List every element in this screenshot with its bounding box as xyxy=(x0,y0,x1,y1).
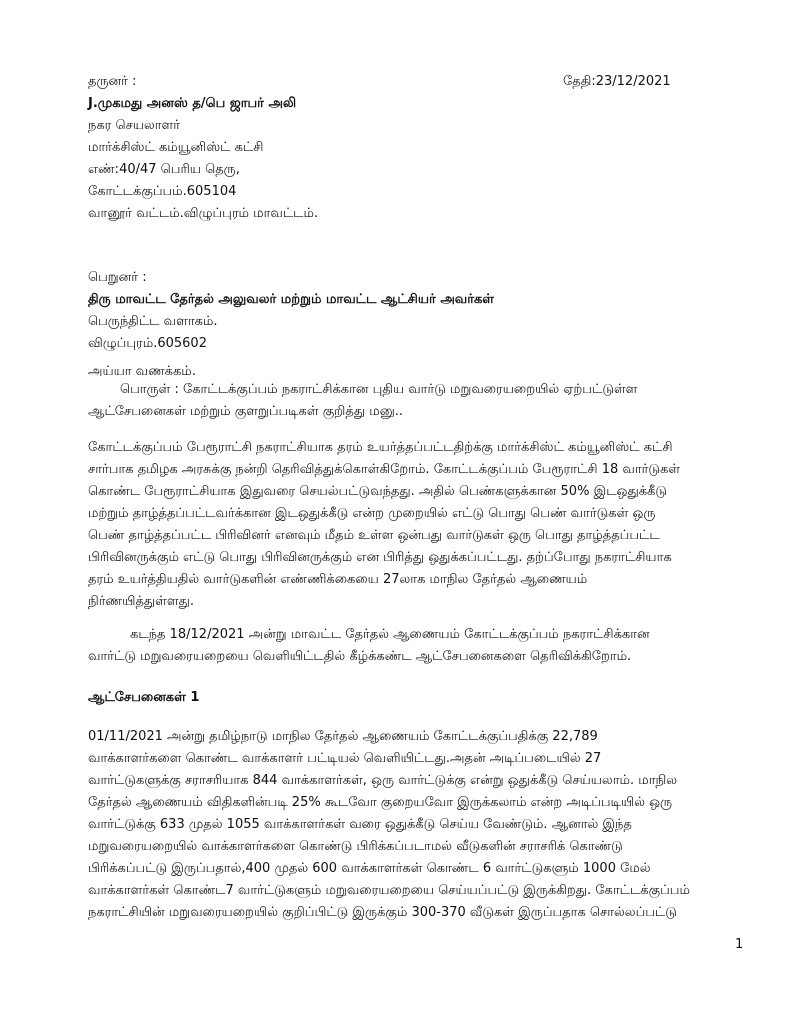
recipient-block xyxy=(88,268,708,356)
sender-block xyxy=(88,72,568,226)
sender-line: நகர செயலாளர் xyxy=(88,118,181,133)
paragraph-line: வாக்காளர்கள் கொண்ட7 வார்ட்டுகளும் மறுவரையறையை செய்யப்பட்டு இருக்கிறது. கோட்டக்குப்பம் xyxy=(88,883,690,898)
sender-name: J.முகமது அனஸ் த/பெ ஜாபர் அலி xyxy=(88,96,297,111)
subject-block xyxy=(88,380,718,424)
paragraph-line: 01/11/2021 அன்று தமிழ்நாடு மாநில தேர்தல் ஆணையம் கோட்டக்குப்பதிக்கு 22,789 xyxy=(88,729,598,744)
paragraph-line: மற்றும் தாழ்த்தப்பட்டவர்க்கான இடஒதுக்கீடு என்ற முறையில் எட்டு பொது பெண் வார்டுகள் ஒரு xyxy=(88,506,656,521)
paragraph-line: வார்ட்டுகளுக்கு சராசரியாக 844 வாக்காளர்கள், ஒரு வார்ட்டுக்கு என்று ஒதுக்கீடு செய்யலாம். மாநில xyxy=(88,773,678,788)
paragraph-line: வாக்காளர்களை கொண்ட வாக்காளர் பட்டியல் வெளியிட்டது.அதன் அடிப்படையில் 27 xyxy=(88,751,602,766)
sender-line: மார்க்சிஸ்ட் கம்யூனிஸ்ட் கட்சி xyxy=(88,140,264,155)
paragraph-line: வார்ட்டுக்கு 633 முதல் 1055 வாக்காளர்கள் வரை ஒதுக்கீடு செய்ய வேண்டும். ஆனால் இந்த xyxy=(88,817,632,832)
sender-label: தருனர் : xyxy=(88,74,137,89)
paragraph-line: வார்ட்டு மறுவரையறையை வெளியிட்டதில் கீழ்க்கண்ட ஆட்சேபனைகளை தெரிவிக்கிறோம். xyxy=(88,649,632,664)
subject-line: பொருள் : கோட்டக்குப்பம் நகராட்சிக்கான புதிய வார்டு மறுவரையறையில் ஏற்பட்டுள்ள xyxy=(120,382,638,397)
paragraph-line: கொண்ட பேரூராட்சியாக இதுவரை செயல்பட்டுவந்தது. அதில் பெண்களுக்கான 50% இடஒதுக்கீடு xyxy=(88,484,667,499)
sender-line: வானூர் வட்டம்.விழுப்புரம் மாவட்டம். xyxy=(88,206,319,221)
salutation: அய்யா வணக்கம். xyxy=(88,364,196,379)
recipient-label: பெறுனர் : xyxy=(88,270,147,285)
paragraph-objection-intro xyxy=(88,625,748,669)
recipient-line: பெருந்திட்ட வளாகம். xyxy=(88,314,218,329)
paragraph-line: நகராட்சியின் மறுவரையறையில் குறிப்பிட்டு இருக்கும் 300-370 வீடுகள் இருப்பதாக சொல்லப்பட்டு xyxy=(88,905,677,920)
paragraph-line: கோட்டக்குப்பம் பேரூராட்சி நகராட்சியாக தரம் உயர்த்தப்பட்டதிற்க்கு மார்க்சிஸ்ட் கம்யூனிஸ்ட் கட்சி xyxy=(88,440,673,455)
paragraph-line: மறுவரையறையில் வாக்காளர்களை கொண்டு பிரிக்கப்படாமல் வீடுகளின் சராசரிக் கொண்டு xyxy=(88,839,623,854)
sender-line: எண்:40/47 பெரிய தெரு, xyxy=(88,162,240,177)
recipient-title: திரு மாவட்ட தேர்தல் அலுவலர் மற்றும் மாவட்ட ஆட்சியர் அவர்கள் xyxy=(88,292,495,307)
paragraph-intro xyxy=(88,438,748,614)
subject-line: ஆட்சேபனைகள் மற்றும் குளறுப்படிகள் குறித்து மனு.. xyxy=(88,404,404,419)
sender-line: கோட்டக்குப்பம்.605104 xyxy=(88,184,237,199)
paragraph-line: பெண் தாழ்த்தப்பட்ட பிரிவினர் எனவும் மீதம் உள்ள ஒன்பது வார்டுகள் ஒரு பொது தாழ்த்தப்பட்ட xyxy=(88,528,660,543)
objection-heading: ஆட்சேபனைகள் 1 xyxy=(88,690,200,705)
paragraph-objection-1 xyxy=(88,727,748,925)
paragraph-line: சார்பாக தமிழக அரசுக்கு நன்றி தெரிவித்துக்கொள்கிறோம். கோட்டக்குப்பம் பேரூராட்சி 18 வார்டுகள் xyxy=(88,462,681,477)
letter-date: தேதி:23/12/2021 xyxy=(563,74,671,89)
page-number: 1 xyxy=(735,937,744,952)
paragraph-line: தேர்தல் ஆணையம் விதிகளின்படி 25% கூடவோ குறையவோ இருக்கலாம் என்ற அடிப்படியில் ஒரு xyxy=(88,795,673,810)
paragraph-line: தரம் உயர்த்தியதில் வார்டுகளின் எண்ணிக்கையை 27லாக மாநில தேர்தல் ஆணையம் xyxy=(88,572,588,587)
recipient-line: விழுப்புரம்.605602 xyxy=(88,336,207,351)
paragraph-line: பிரிக்கப்பட்டு இருப்பதால்,400 முதல் 600 வாக்காளர்கள் கொண்ட 6 வார்ட்டுகளும் 1000 மேல் xyxy=(88,861,651,876)
paragraph-line: பிரிவினருக்கும் எட்டு பொது பிரிவினருக்கும் என பிரித்து ஒதுக்கப்பட்டது. தற்ப்போது நகராட்சியாக xyxy=(88,550,672,565)
paragraph-line: நிர்ணயித்துள்ளது. xyxy=(88,594,195,609)
paragraph-line: கடந்த 18/12/2021 அன்று மாவட்ட தேர்தல் ஆணையம் கோட்டக்குப்பம் நகராட்சிக்கான xyxy=(130,627,650,642)
